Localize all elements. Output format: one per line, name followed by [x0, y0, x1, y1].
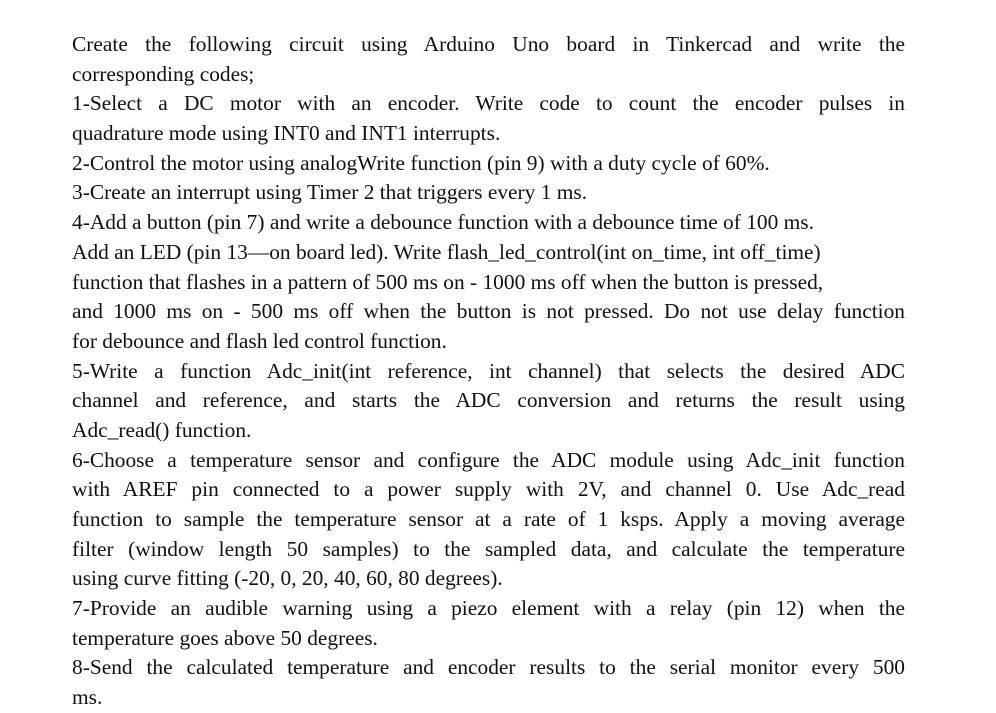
text-line: Add an LED (pin 13—on board led). Write flash_led_control(int on_time, int off_time)	[72, 239, 821, 264]
text-line: for debounce and flash led control function.	[72, 328, 447, 353]
text-line: 4-Add a button (pin 7) and write a debounce function with a debounce time of 100 ms.	[72, 210, 814, 235]
text-line: function to sample the temperature sensor at a rate of 1 ksps. Apply a moving average	[72, 507, 905, 531]
assignment-text	[72, 30, 905, 713]
text-line: Create the following circuit using Arduino Uno board in Tinkercad and write the	[72, 32, 905, 56]
text-line: corresponding codes;	[72, 61, 255, 86]
text-line: 3-Create an interrupt using Timer 2 that triggers every 1 ms.	[72, 180, 588, 205]
text-line: quadrature mode using INT0 and INT1 interrupts.	[72, 121, 501, 146]
text-line: and 1000 ms on - 500 ms off when the button is not pressed. Do not use delay function	[72, 299, 905, 324]
text-line: 5-Write a function Adc_init(int reference, int channel) that selects the desired ADC	[72, 358, 905, 383]
text-line: with AREF pin connected to a power supply with 2V, and channel 0. Use Adc_read	[72, 477, 905, 502]
text-line: ms.	[72, 685, 103, 710]
text-line: using curve fitting (-20, 0, 20, 40, 60, 80 degrees).	[72, 566, 503, 591]
text-line: filter (window length 50 samples) to the sampled data, and calculate the temperature	[72, 536, 905, 561]
text-line: temperature goes above 50 degrees.	[72, 625, 378, 650]
text-line: 2-Control the motor using analogWrite function (pin 9) with a duty cycle of 60%.	[72, 150, 770, 175]
text-line: 1-Select a DC motor with an encoder. Write code to count the encoder pulses in	[72, 91, 905, 116]
text-line: 6-Choose a temperature sensor and configure the ADC module using Adc_init function	[72, 447, 905, 472]
text-line: channel and reference, and starts the ADC conversion and returns the result using	[72, 388, 905, 413]
text-line: 7-Provide an audible warning using a piezo element with a relay (pin 12) when the	[72, 596, 905, 621]
text-line: function that flashes in a pattern of 500 ms on - 1000 ms off when the button is pressed,	[72, 269, 824, 294]
text-line: 8-Send the calculated temperature and encoder results to the serial monitor every 500	[72, 655, 905, 680]
text-line: Adc_read() function.	[72, 417, 252, 442]
